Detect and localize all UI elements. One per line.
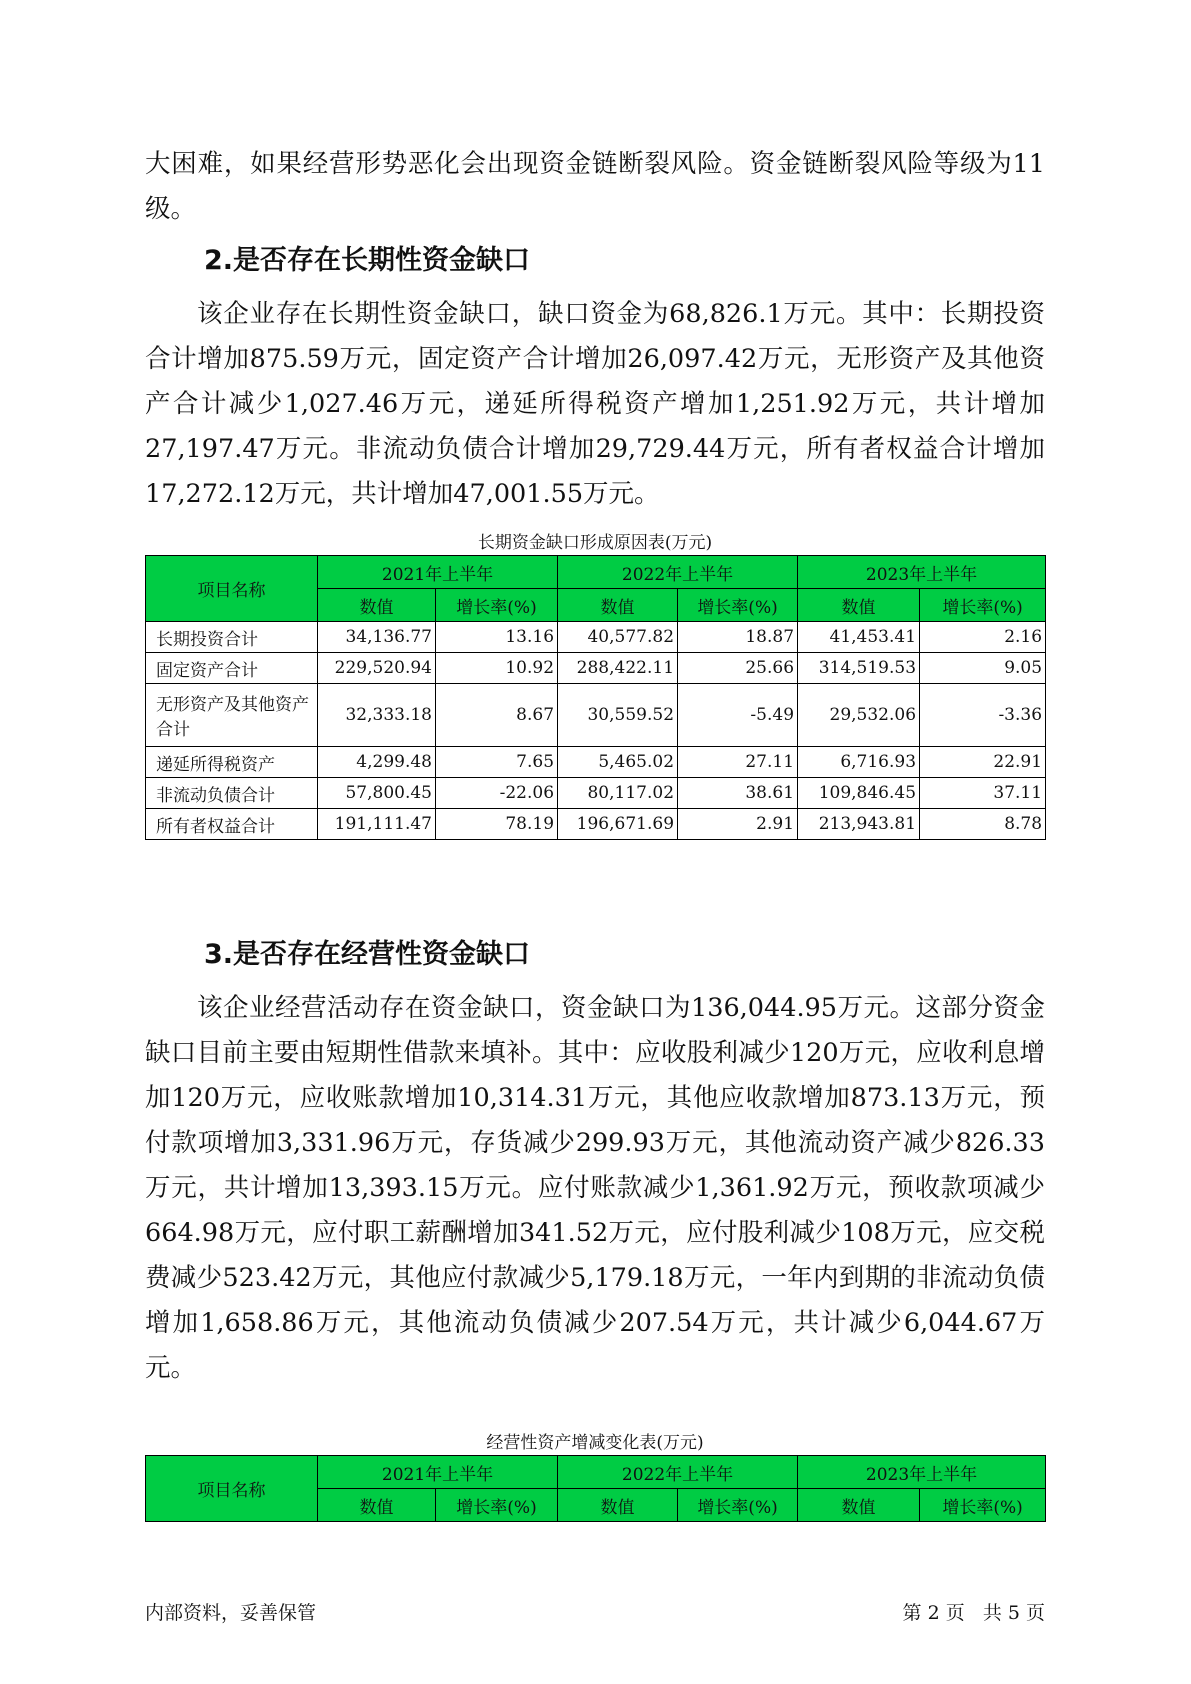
- cell-value: 40,577.82: [558, 622, 678, 653]
- operating-change-table: [145, 1455, 1046, 1522]
- row-label: 固定资产合计: [146, 653, 318, 684]
- cell-rate: -22.06: [436, 778, 558, 809]
- cell-value: 4,299.48: [318, 747, 436, 778]
- section-3-heading: 3.是否存在经营性资金缺口: [204, 939, 531, 970]
- cell-value: 34,136.77: [318, 622, 436, 653]
- header-period-2023: 2023年上半年: [798, 1456, 1046, 1489]
- cell-value: 288,422.11: [558, 653, 678, 684]
- long-term-table-caption: 长期资金缺口形成原因表(万元): [477, 533, 713, 553]
- table-row: [146, 622, 1046, 653]
- header-period-2022: 2022年上半年: [558, 556, 798, 589]
- header-period-2022: 2022年上半年: [558, 1456, 798, 1489]
- operating-table-caption: 经营性资产增减变化表(万元): [486, 1433, 704, 1453]
- cell-rate: 18.87: [678, 622, 798, 653]
- section-3-paragraph: 该企业经营活动存在资金缺口，资金缺口为136,044.95万元。这部分资金缺口目前主要由短期性借款来填补。其中：应收股利减少120万元，应收利息增加120万元，应收账款增加10,314.31万元，其他应收款增加873.13万元，预付款项增加3,331.96万元，存货减少299.93万元，其他流动资产减少826.33万元，共计增加13,393.15万元。应付账款减少1,361.92万元，预收款项减少664.98万元，应付职工薪酬增加341.52万元，应付股利减少108万元，应交税费减少523.42万元，其他应付款减少5,179.18万元，一年内到期的非流动负债增加1,658.86万元，其他流动负债减少207.54万元，共计减少6,044.67万元。: [145, 993, 1045, 1383]
- cell-value: 41,453.41: [798, 622, 920, 653]
- cell-rate: -5.49: [678, 684, 798, 747]
- table-row: [146, 778, 1046, 809]
- row-label: 递延所得税资产: [146, 747, 318, 778]
- cell-value: 314,519.53: [798, 653, 920, 684]
- cell-rate: 8.78: [920, 809, 1046, 840]
- cell-value: 191,111.47: [318, 809, 436, 840]
- cell-rate: 10.92: [436, 653, 558, 684]
- header-item-name: 项目名称: [146, 1456, 318, 1522]
- cell-rate: 22.91: [920, 747, 1046, 778]
- cell-rate: 9.05: [920, 653, 1046, 684]
- row-label: 无形资产及其他资产合计: [146, 684, 318, 747]
- cell-rate: 7.65: [436, 747, 558, 778]
- long-term-gap-table: [145, 555, 1046, 840]
- table-row: [146, 809, 1046, 840]
- header-value: 数值: [558, 589, 678, 622]
- cell-value: 109,846.45: [798, 778, 920, 809]
- cell-value: 80,117.02: [558, 778, 678, 809]
- cell-rate: 27.11: [678, 747, 798, 778]
- cell-rate: 13.16: [436, 622, 558, 653]
- header-period-2023: 2023年上半年: [798, 556, 1046, 589]
- cell-value: 229,520.94: [318, 653, 436, 684]
- cell-value: 29,532.06: [798, 684, 920, 747]
- header-rate: 增长率(%): [436, 589, 558, 622]
- header-period-2021: 2021年上半年: [318, 556, 558, 589]
- cell-value: 6,716.93: [798, 747, 920, 778]
- header-rate: 增长率(%): [436, 1489, 558, 1522]
- cell-rate: 78.19: [436, 809, 558, 840]
- cell-value: 5,465.02: [558, 747, 678, 778]
- cell-rate: 38.61: [678, 778, 798, 809]
- header-rate: 增长率(%): [920, 1489, 1046, 1522]
- cell-rate: 37.11: [920, 778, 1046, 809]
- header-rate: 增长率(%): [678, 1489, 798, 1522]
- cell-rate: 2.16: [920, 622, 1046, 653]
- header-value: 数值: [558, 1489, 678, 1522]
- header-rate: 增长率(%): [920, 589, 1046, 622]
- table-row: [146, 684, 1046, 747]
- cell-value: 213,943.81: [798, 809, 920, 840]
- cell-rate: 25.66: [678, 653, 798, 684]
- header-period-2021: 2021年上半年: [318, 1456, 558, 1489]
- intro-paragraph: 大困难，如果经营形势恶化会出现资金链断裂风险。资金链断裂风险等级为11级。: [145, 149, 1045, 224]
- table-row: [146, 653, 1046, 684]
- header-value: 数值: [798, 589, 920, 622]
- cell-rate: 8.67: [436, 684, 558, 747]
- section-2-paragraph: 该企业存在长期性资金缺口，缺口资金为68,826.1万元。其中：长期投资合计增加875.59万元，固定资产合计增加26,097.42万元，无形资产及其他资产合计减少1,027.46万元，递延所得税资产增加1,251.92万元，共计增加27,197.47万元。非流动负债合计增加29,729.44万元，所有者权益合计增加17,272.12万元，共计增加47,001.55万元。: [145, 299, 1045, 509]
- cell-value: 32,333.18: [318, 684, 436, 747]
- footer-confidential: 内部资料，妥善保管: [145, 1602, 317, 1624]
- footer-page-number: 第 2 页 共 5 页: [902, 1602, 1045, 1624]
- cell-value: 196,671.69: [558, 809, 678, 840]
- header-value: 数值: [798, 1489, 920, 1522]
- header-value: 数值: [318, 1489, 436, 1522]
- row-label: 所有者权益合计: [146, 809, 318, 840]
- cell-value: 57,800.45: [318, 778, 436, 809]
- header-item-name: 项目名称: [146, 556, 318, 622]
- cell-value: 30,559.52: [558, 684, 678, 747]
- section-2-heading: 2.是否存在长期性资金缺口: [204, 245, 531, 276]
- cell-rate: -3.36: [920, 684, 1046, 747]
- cell-rate: 2.91: [678, 809, 798, 840]
- row-label: 非流动负债合计: [146, 778, 318, 809]
- table-row: [146, 747, 1046, 778]
- row-label: 长期投资合计: [146, 622, 318, 653]
- header-value: 数值: [318, 589, 436, 622]
- header-rate: 增长率(%): [678, 589, 798, 622]
